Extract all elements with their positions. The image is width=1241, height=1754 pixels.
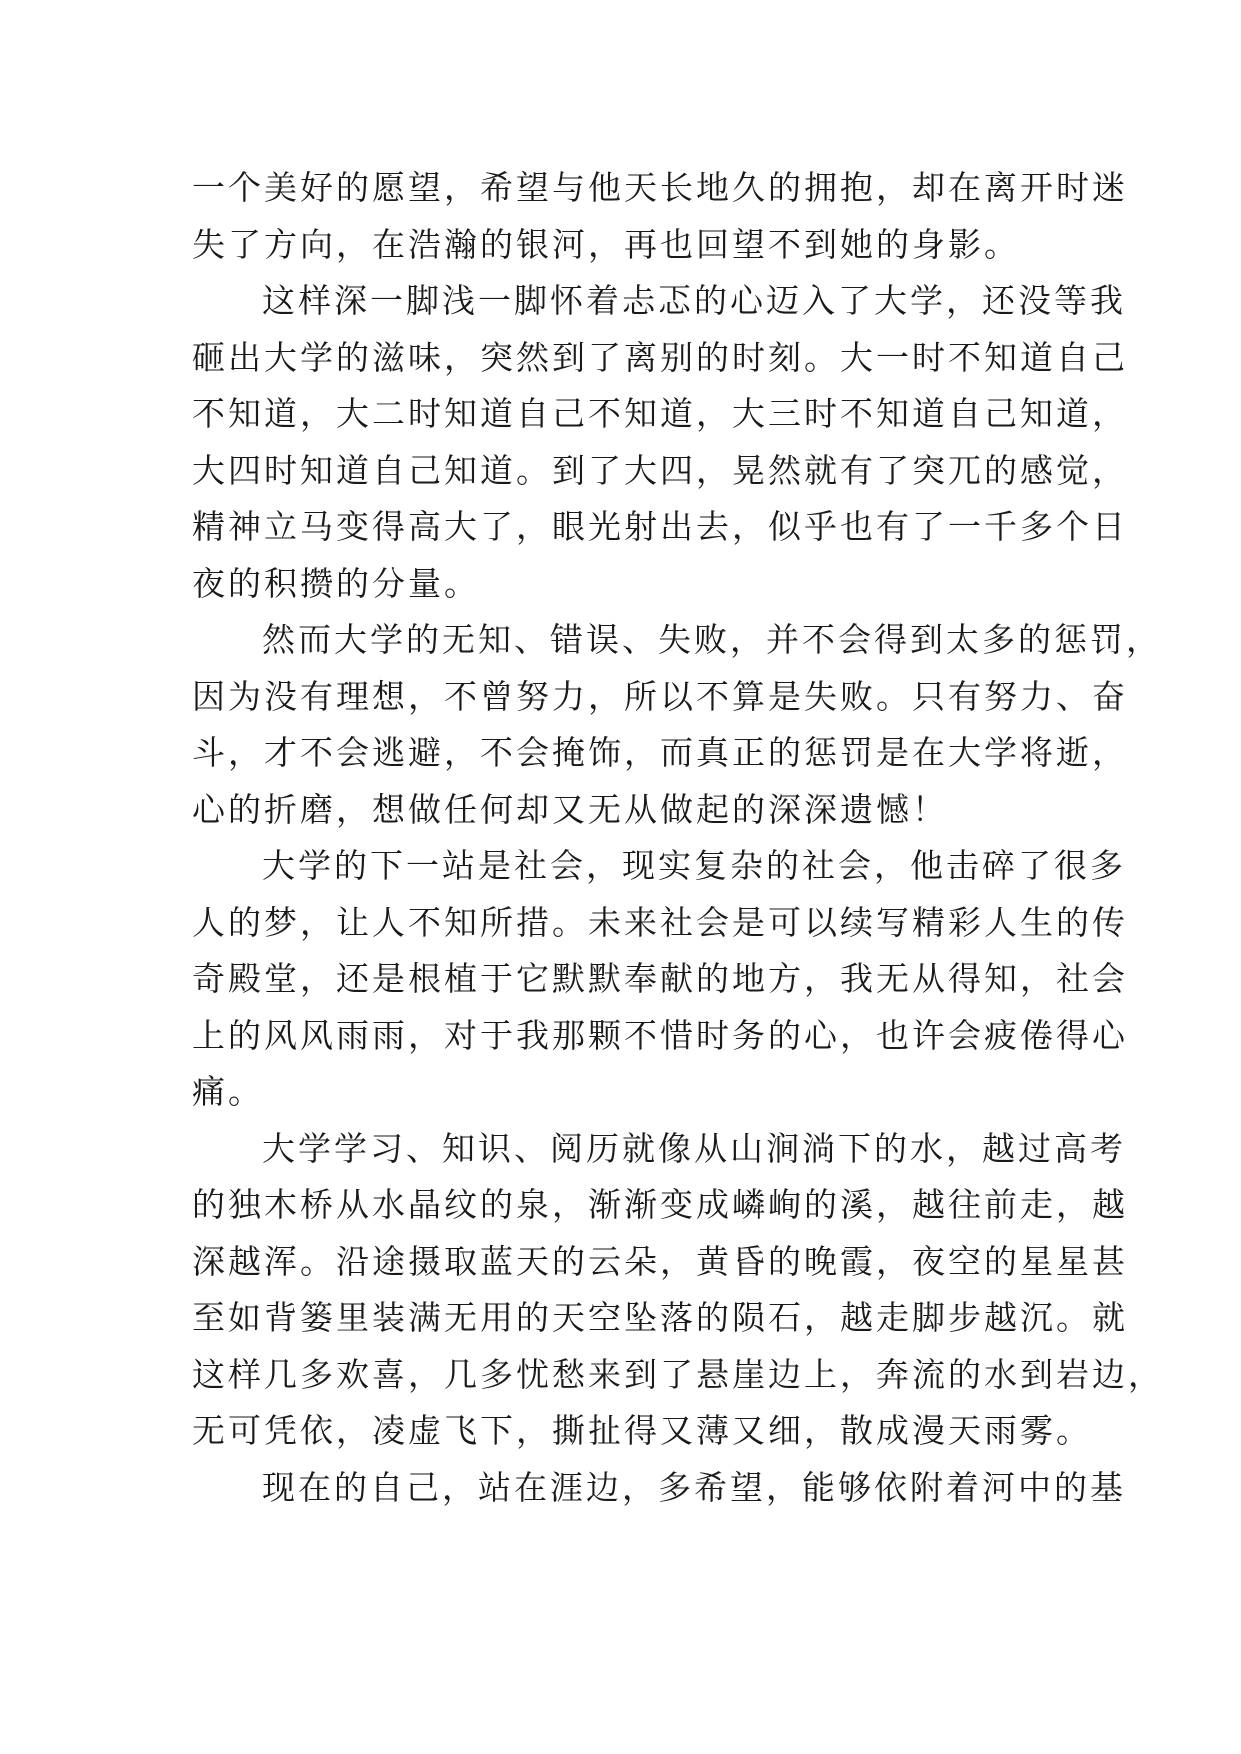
paragraph-line: 痛。 [192, 1072, 264, 1111]
document-body [192, 160, 1164, 1516]
paragraph-line: 奇殿堂，还是根植于它默默奉献的地方，我无从得知，社会 [192, 959, 1128, 998]
paragraph-line: 不知道，大二时知道自己不知道，大三时不知道自己知道， [192, 394, 1128, 433]
paragraph-first-line: 大学的下一站是社会，现实复杂的社会，他击碎了很多 [262, 846, 1126, 885]
paragraph-line: 深越浑。沿途摄取蓝天的云朵，黄昏的晚霞，夜空的星星甚 [192, 1241, 1128, 1281]
paragraph-line: 夜的积攒的分量。 [192, 563, 480, 603]
paragraph-line: 无可凭依，凌虚飞下，撕扯得又薄又细，散成漫天雨雾。 [192, 1411, 1092, 1450]
paragraph-line: 这样几多欢喜，几多忧愁来到了悬崖边上，奔流的水到岩边， [192, 1354, 1164, 1394]
paragraph-line: 人的梦，让人不知所措。未来社会是可以续写精彩人生的传 [192, 902, 1128, 942]
paragraph-line: 心的折磨，想做任何却又无从做起的深深遗憾！ [192, 789, 948, 829]
paragraph-line: 一个美好的愿望，希望与他天长地久的拥抱，却在离开时迷 [192, 168, 1128, 207]
paragraph-line: 的独木桥从水晶纹的泉，渐渐变成嶙峋的溪，越往前走，越 [192, 1185, 1128, 1224]
paragraph-line: 砸出大学的滋味，突然到了离别的时刻。大一时不知道自己 [192, 337, 1128, 377]
paragraph-line: 精神立马变得高大了，眼光射出去，似乎也有了一千多个日 [192, 507, 1128, 546]
paragraph-line: 至如背篓里装满无用的天空坠落的陨石，越走脚步越沉。就 [192, 1298, 1128, 1337]
paragraph-first-line: 大学学习、知识、阅历就像从山涧淌下的水，越过高考 [262, 1128, 1126, 1168]
paragraph-line: 因为没有理想，不曾努力，所以不算是失败。只有努力、奋 [192, 676, 1128, 716]
paragraph-first-line: 现在的自己，站在涯边，多希望，能够依附着河中的基 [262, 1467, 1126, 1507]
paragraph-first-line: 然而大学的无知、错误、失败，并不会得到太多的惩罚， [262, 620, 1162, 659]
paragraph-line: 大四时知道自己知道。到了大四，晃然就有了突兀的感觉， [192, 450, 1128, 490]
paragraph-first-line: 这样深一脚浅一脚怀着忐忑的心迈入了大学，还没等我 [262, 281, 1126, 320]
paragraph-line: 上的风风雨雨，对于我那颗不惜时务的心，也许会疲倦得心 [192, 1015, 1128, 1055]
paragraph-line: 斗，才不会逃避，不会掩饰，而真正的惩罚是在大学将逝， [192, 733, 1128, 772]
paragraph-line: 失了方向，在浩瀚的银河，再也回望不到她的身影。 [192, 224, 1020, 264]
